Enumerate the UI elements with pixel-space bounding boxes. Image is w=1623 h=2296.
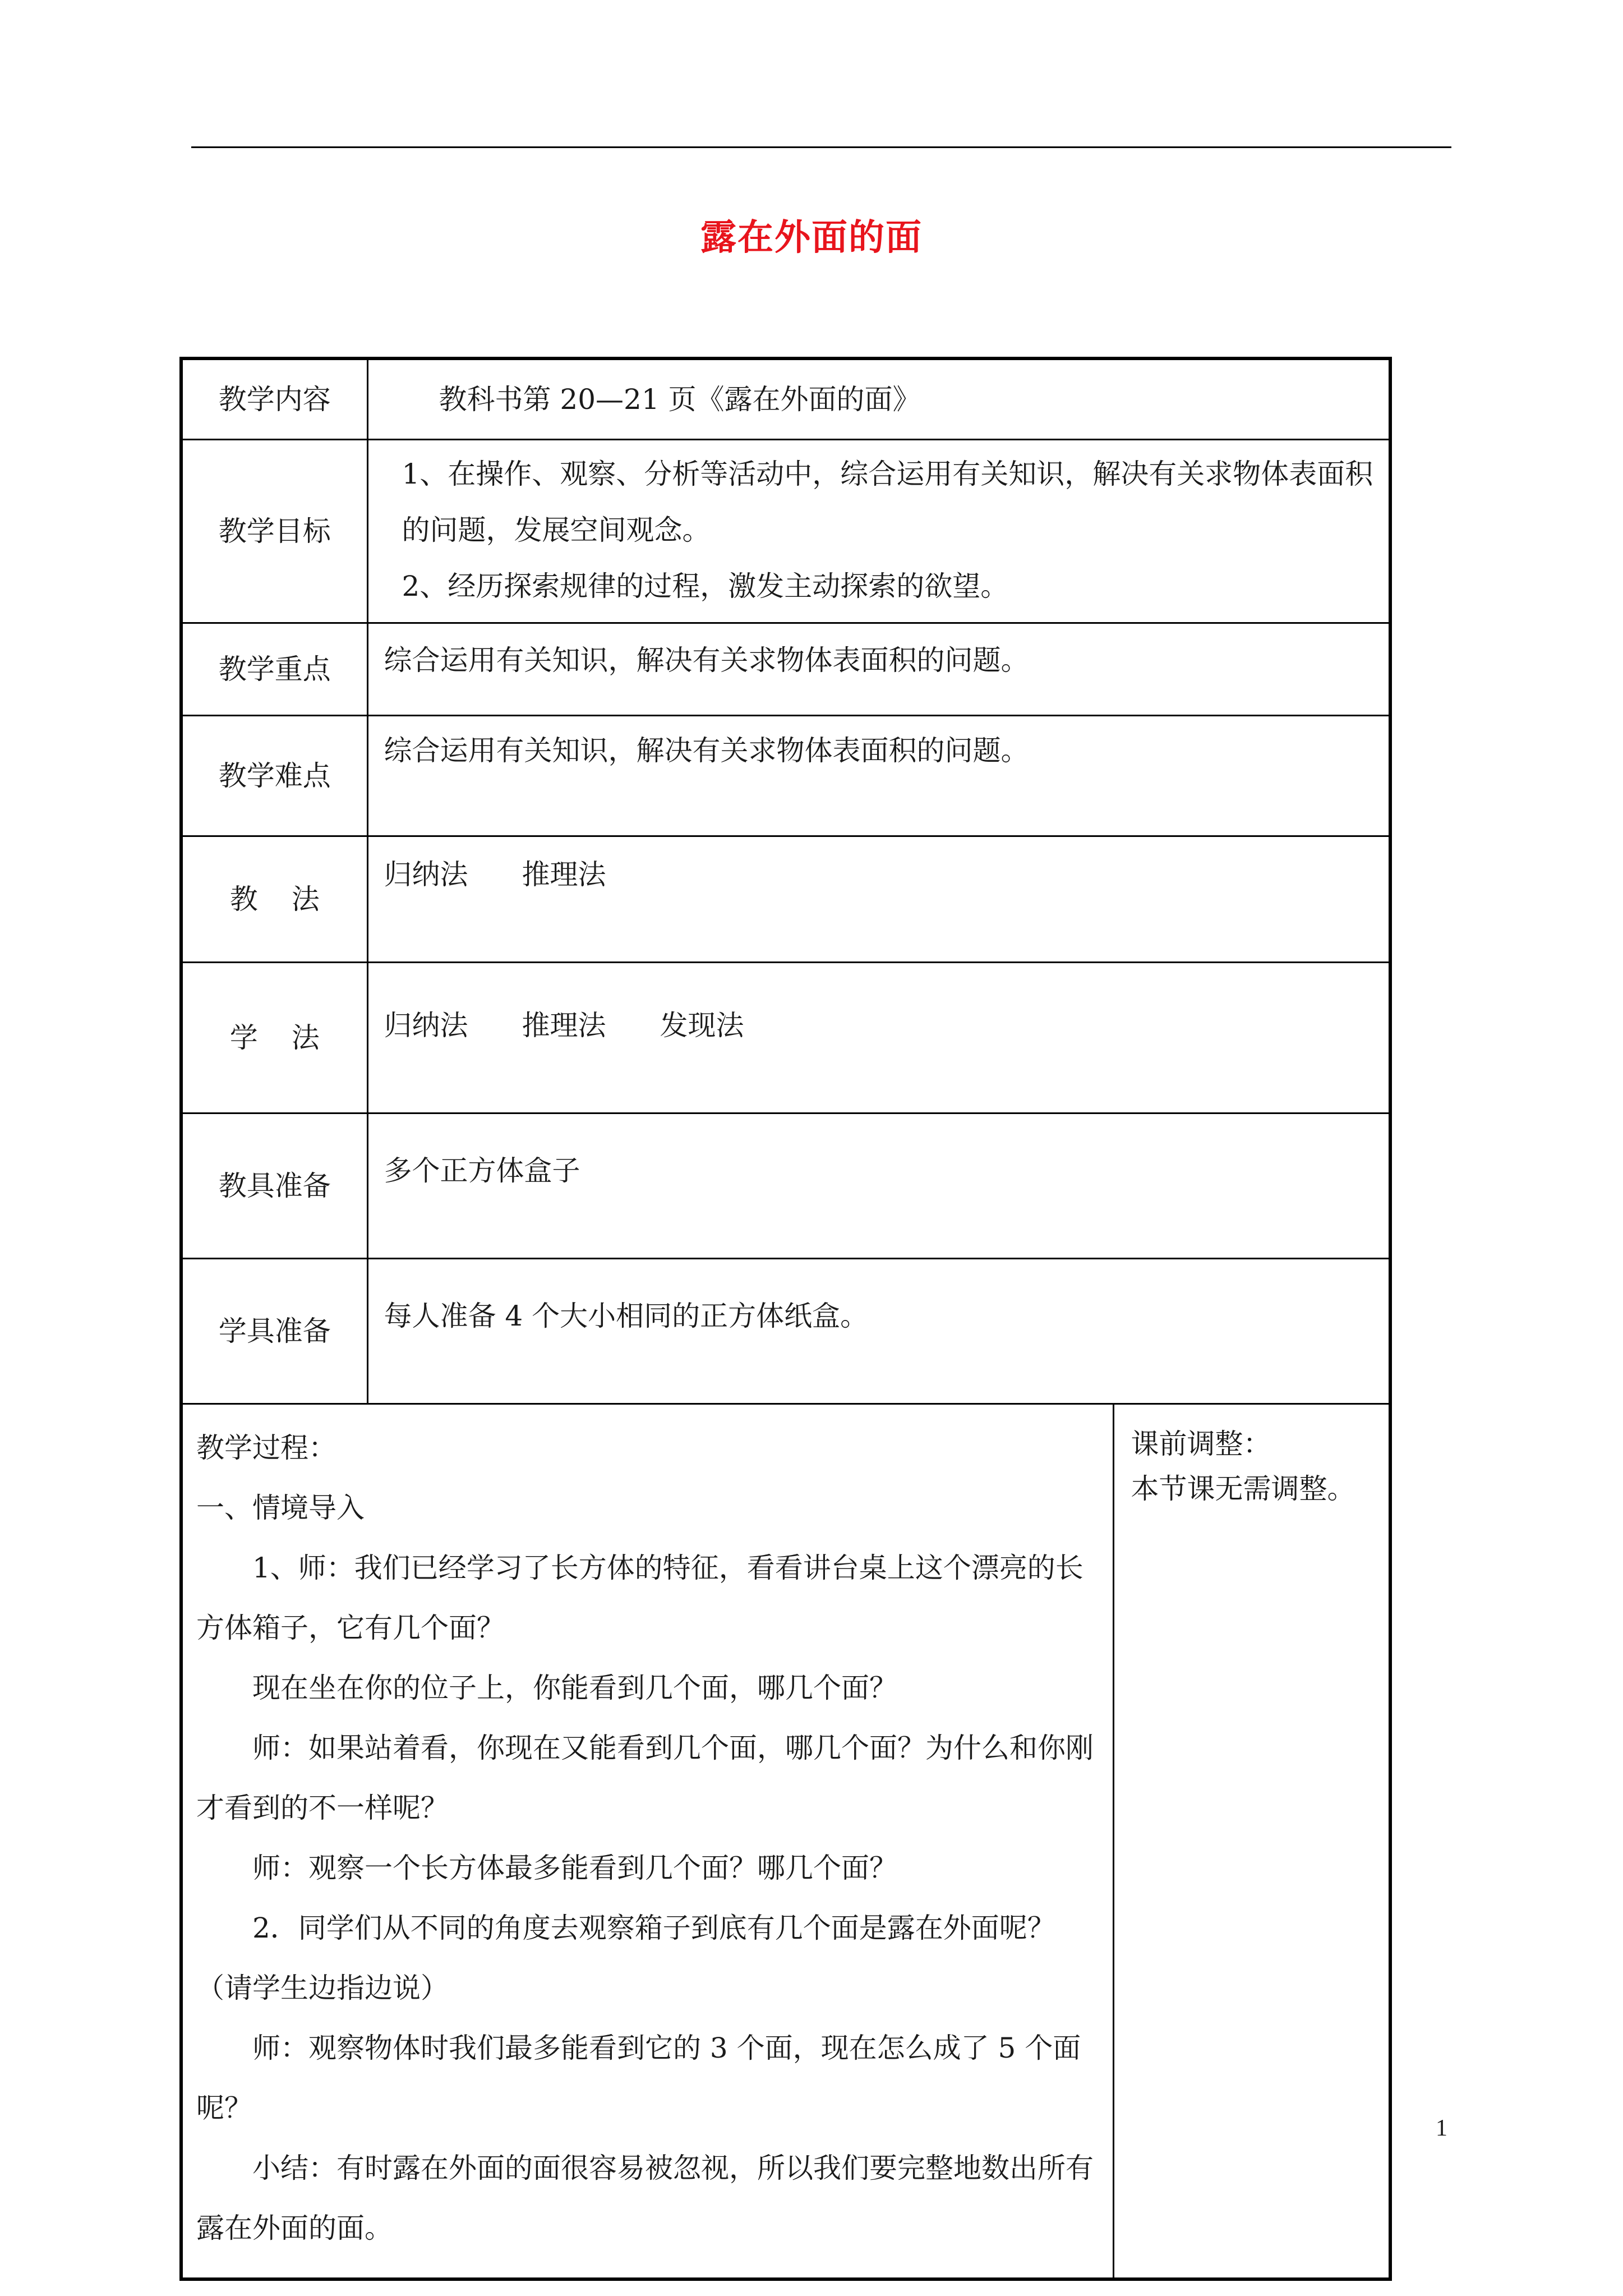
label-teaching-goals: 教学目标 <box>181 440 367 623</box>
adjustment-label: 课前调整： <box>1131 1428 1271 1460</box>
label-learning-method: 学法 <box>181 963 367 1114</box>
method-item: 归纳法 <box>384 1009 468 1042</box>
row-teaching-content <box>181 358 1390 440</box>
label-teaching-method: 教法 <box>181 836 367 963</box>
label-teacher-tools: 教具准备 <box>181 1114 367 1259</box>
method-item: 发现法 <box>660 1009 744 1042</box>
label-difficulty: 教学难点 <box>181 716 367 836</box>
page-number: 1 <box>1436 2115 1447 2141</box>
header-rule <box>191 146 1451 148</box>
process-paragraph: 1、师：我们已经学习了长方体的特征，看看讲台桌上这个漂亮的长方体箱子，它有几个面？ <box>196 1552 1083 1644</box>
process-paragraph: 现在坐在你的位子上，你能看到几个面，哪几个面？ <box>252 1672 897 1704</box>
goal-item: 1、在操作、观察、分析等活动中，综合运用有关知识，解决有关求物体表面积的问题，发展空间观念。 <box>402 458 1373 546</box>
lesson-plan-table <box>179 357 1392 2281</box>
value-teacher-tools: 多个正方体盒子 <box>367 1114 1390 1259</box>
process-paragraph: 2．同学们从不同的角度去观察箱子到底有几个面是露在外面呢？（请学生边指边说） <box>196 1912 1055 2004</box>
row-teaching-method <box>181 836 1390 963</box>
method-item: 推理法 <box>522 858 606 891</box>
value-key-point: 综合运用有关知识，解决有关求物体表面积的问题。 <box>367 623 1390 716</box>
row-difficulty <box>181 716 1390 836</box>
row-learning-method <box>181 963 1390 1114</box>
process-paragraph: 小结：有时露在外面的面很容易被忽视，所以我们要完整地数出所有露在外面的面。 <box>196 2152 1094 2244</box>
value-teaching-content: 教科书第 20—21 页《露在外面的面》 <box>367 358 1390 440</box>
adjustment-cell <box>1113 1404 1390 2280</box>
goal-item: 2、经历探索规律的过程，激发主动探索的欲望。 <box>402 570 1009 602</box>
process-heading: 教学过程： <box>196 1432 336 1464</box>
row-teacher-tools <box>181 1114 1390 1259</box>
teaching-process-cell <box>181 1404 1113 2280</box>
row-key-point <box>181 623 1390 716</box>
label-teaching-content: 教学内容 <box>181 358 367 440</box>
row-teaching-process <box>181 1404 1390 2280</box>
row-student-tools <box>181 1259 1390 1404</box>
label-key-point: 教学重点 <box>181 623 367 716</box>
method-item: 归纳法 <box>384 858 468 891</box>
process-paragraph: 师：观察物体时我们最多能看到它的 3 个面，现在怎么成了 5 个面呢？ <box>196 2032 1081 2124</box>
process-section-heading: 一、情境导入 <box>196 1492 365 1524</box>
method-item: 推理法 <box>522 1009 606 1042</box>
process-paragraph: 师：如果站着看，你现在又能看到几个面，哪几个面？为什么和你刚才看到的不一样呢？ <box>196 1732 1094 1824</box>
value-learning-method <box>367 963 1390 1114</box>
process-paragraph: 师：观察一个长方体最多能看到几个面？哪几个面？ <box>252 1852 897 1884</box>
label-student-tools: 学具准备 <box>181 1259 367 1404</box>
document-title: 露在外面的面 <box>700 217 923 259</box>
value-teaching-goals <box>367 440 1390 623</box>
value-difficulty: 综合运用有关知识，解决有关求物体表面积的问题。 <box>367 716 1390 836</box>
value-student-tools: 每人准备 4 个大小相同的正方体纸盒。 <box>367 1259 1390 1404</box>
row-teaching-goals <box>181 440 1390 623</box>
value-teaching-method <box>367 836 1390 963</box>
adjustment-value: 本节课无需调整。 <box>1131 1473 1355 1505</box>
